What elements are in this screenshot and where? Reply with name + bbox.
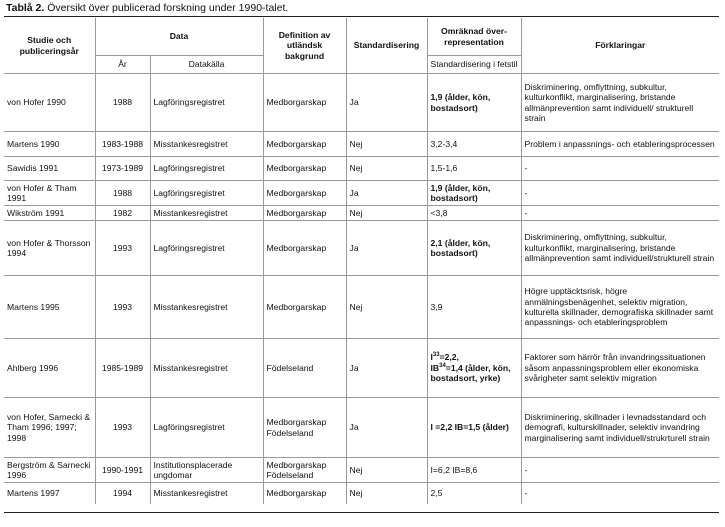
cell-explanation: Högre upptäcktsrisk, högre anmälningsbenägenhet, selektiv migration, kulturella skillnader, demografiska skillnader samt anpassnings- och etableringsproblem xyxy=(521,276,719,339)
footnote-ref: 34 xyxy=(439,362,446,369)
cell-source: Lagföringsregistret xyxy=(150,398,263,458)
col-header-explanations: Förklaringar xyxy=(521,18,719,74)
cell-explanation: Faktorer som härrör från invandringssituationen såsom anpassningsproblem eller ekonomiska svårigheter samt selektiv migration xyxy=(521,339,719,398)
cell-study: Bergström & Sarnecki 1996 xyxy=(4,458,95,483)
cell-standardization: Ja xyxy=(346,221,427,276)
cell-source: Misstankesregistret xyxy=(150,483,263,504)
cell-standardization: Nej xyxy=(346,483,427,504)
cell-source: Institutionsplacerade ungdomar xyxy=(150,458,263,483)
cell-definition: Medborgarskap Födelseland xyxy=(263,398,346,458)
cell-year: 1985-1989 xyxy=(95,339,150,398)
cell-standardization: Ja xyxy=(346,398,427,458)
cell-source: Lagföringsregistret xyxy=(150,181,263,206)
cell-standardization: Ja xyxy=(346,339,427,398)
cell-definition: Födelseland xyxy=(263,339,346,398)
overrep-text: I xyxy=(430,352,433,363)
cell-definition: Medborgarskap xyxy=(263,74,346,132)
cell-year: 1994 xyxy=(95,483,150,504)
cell-overrep: I=6,2 IB=8,6 xyxy=(427,458,521,483)
col-header-data: Data xyxy=(95,18,263,56)
cell-standardization: Ja xyxy=(346,74,427,132)
cell-study: Sawidis 1991 xyxy=(4,157,95,181)
table-row xyxy=(4,206,719,221)
caption-label: Tablå 2. xyxy=(6,2,45,14)
table-row xyxy=(4,132,719,157)
cell-study: von Hofer & Tham 1991 xyxy=(4,181,95,206)
cell-definition: Medborgarskap Födelseland xyxy=(263,458,346,483)
cell-explanation: Diskriminering, skillnader i levnadsstandard och demografi, kulturskillnader, selektiv invandring marginalisering samt individuell/strukrturell strain xyxy=(521,398,719,458)
cell-definition: Medborgarskap xyxy=(263,157,346,181)
cell-overrep xyxy=(427,339,521,398)
cell-definition: Medborgarskap xyxy=(263,221,346,276)
cell-explanation: - xyxy=(521,458,719,483)
table-row xyxy=(4,458,719,483)
cell-standardization: Nej xyxy=(346,458,427,483)
cell-explanation: Diskriminering, omflyttning, subkultur, kulturkonflikt, marginalisering, bristande allmänprevention samt individuell/ strukturell strain xyxy=(521,74,719,132)
col-header-study: Studie och publiceringsår xyxy=(19,35,79,56)
col-header-standardization: Standardisering xyxy=(346,18,427,74)
cell-year: 1988 xyxy=(95,181,150,206)
cell-source: Misstankesregistret xyxy=(150,206,263,221)
cell-standardization: Nej xyxy=(346,206,427,221)
research-table xyxy=(4,18,719,504)
col-header-year: År xyxy=(95,56,150,74)
cell-study: von Hofer & Thorsson 1994 xyxy=(4,221,95,276)
cell-study: Wikström 1991 xyxy=(4,206,95,221)
cell-source: Lagföringsregistret xyxy=(150,221,263,276)
col-header-overrep: Omräknad över-representation xyxy=(427,18,521,56)
cell-overrep: 3,9 xyxy=(427,276,521,339)
cell-overrep: 1,9 (ålder, kön, bostadsort) xyxy=(427,74,521,132)
table-row xyxy=(4,74,719,132)
cell-source: Lagföringsregistret xyxy=(150,74,263,132)
cell-overrep: 1,5-1,6 xyxy=(427,157,521,181)
col-header-source: Datakälla xyxy=(150,56,263,74)
cell-definition: Medborgarskap xyxy=(263,206,346,221)
cell-overrep: 1,9 (ålder, kön, bostadsort) xyxy=(427,181,521,206)
table-row xyxy=(4,398,719,458)
cell-standardization: Ja xyxy=(346,181,427,206)
cell-definition: Medborgarskap xyxy=(263,181,346,206)
cell-source: Misstankesregistret xyxy=(150,132,263,157)
cell-study: Martens 1990 xyxy=(4,132,95,157)
cell-year: 1983-1988 xyxy=(95,132,150,157)
cell-year: 1990-1991 xyxy=(95,458,150,483)
table-caption xyxy=(6,2,288,15)
cell-year: 1993 xyxy=(95,398,150,458)
col-header-overrep-sub: Standardisering i fetstil xyxy=(427,56,521,74)
table-row xyxy=(4,483,719,504)
cell-overrep: 3,2-3,4 xyxy=(427,132,521,157)
col-header-definition: Definition av utländsk bakgrund xyxy=(263,18,346,74)
cell-standardization: Nej xyxy=(346,276,427,339)
cell-overrep: 2,1 (ålder, kön, bostadsort) xyxy=(427,221,521,276)
cell-explanation: - xyxy=(521,157,719,181)
table-bottom-rule xyxy=(4,512,719,513)
cell-explanation: - xyxy=(521,181,719,206)
cell-explanation: - xyxy=(521,206,719,221)
cell-year: 1973-1989 xyxy=(95,157,150,181)
cell-year: 1988 xyxy=(95,74,150,132)
table-row xyxy=(4,339,719,398)
cell-definition: Medborgarskap xyxy=(263,132,346,157)
cell-source: Misstankesregistret xyxy=(150,339,263,398)
cell-explanation: Problem i anpassnings- och etableringsprocessen xyxy=(521,132,719,157)
cell-explanation: Diskriminering, omflyttning, subkultur, kulturkonflikt, marginalisering, bristande allmänprevention samt individuell/strukturell strain xyxy=(521,221,719,276)
cell-definition: Medborgarskap xyxy=(263,276,346,339)
cell-source: Misstankesregistret xyxy=(150,276,263,339)
table-row xyxy=(4,157,719,181)
footnote-ref: 33 xyxy=(432,352,440,359)
cell-study: Martens 1997 xyxy=(4,483,95,504)
cell-year: 1993 xyxy=(95,221,150,276)
overrep-text: IB xyxy=(430,362,440,373)
overrep-text: =1,4 (ålder, kön, bostadsort, yrke) xyxy=(430,362,511,384)
cell-study: Martens 1995 xyxy=(4,276,95,339)
cell-year: 1993 xyxy=(95,276,150,339)
cell-overrep: I =2,2 IB=1,5 (ålder) xyxy=(427,398,521,458)
cell-explanation: - xyxy=(521,483,719,504)
cell-standardization: Nej xyxy=(346,157,427,181)
caption-text: Översikt över publicerad forskning under 1990-talet. xyxy=(47,2,289,14)
table-top-rule xyxy=(4,16,719,17)
cell-study: von Hofer, Sarnecki & Tham 1996; 1997; 1998 xyxy=(4,398,95,458)
table-row xyxy=(4,181,719,206)
cell-source: Lagföringsregistret xyxy=(150,157,263,181)
cell-study: Ahlberg 1996 xyxy=(4,339,95,398)
cell-standardization: Nej xyxy=(346,132,427,157)
cell-year: 1982 xyxy=(95,206,150,221)
table-row xyxy=(4,221,719,276)
cell-study: von Hofer 1990 xyxy=(4,74,95,132)
cell-overrep: 2,5 xyxy=(427,483,521,504)
overrep-text: =2,2, xyxy=(439,352,459,363)
table-row xyxy=(4,276,719,339)
cell-definition: Medborgarskap xyxy=(263,483,346,504)
cell-overrep: <3,8 xyxy=(427,206,521,221)
